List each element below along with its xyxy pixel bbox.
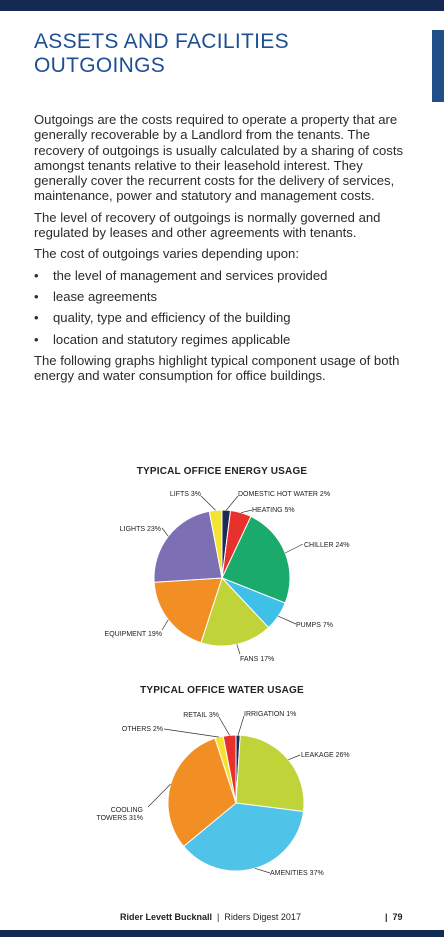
list-item [34, 289, 410, 304]
leader-line-domestic-hot-water [226, 496, 238, 510]
leader-line-retail [219, 717, 230, 735]
pie-label-pumps: PUMPS 7% [296, 622, 333, 629]
leader-line-chiller [285, 544, 303, 553]
list-item-text: lease agreements [53, 288, 158, 304]
footer-brand: Rider Levett Bucknall [120, 912, 213, 922]
pie-label-cooling-towers: COOLING [110, 807, 143, 814]
pie-label-chiller: CHILLER 24% [304, 542, 350, 549]
paragraph: The cost of outgoings varies depending upon: [34, 246, 299, 262]
body-text [34, 112, 410, 389]
footer-credit [120, 912, 301, 922]
pie-label-lights: LIGHTS 23% [119, 526, 161, 533]
bullet-glyph: • [34, 267, 39, 283]
leader-line-lights [162, 528, 168, 536]
list-item-text: quality, type and efficiency of the building [53, 310, 291, 326]
list-item [34, 268, 410, 283]
leader-line-amenities [255, 868, 270, 873]
top-bar [0, 0, 444, 11]
pie-label-leakage: LEAKAGE 26% [301, 752, 350, 759]
pie-label-amenities: AMENITIES 37% [270, 870, 324, 877]
page-number-block [385, 912, 403, 922]
water-chart-title: TYPICAL OFFICE WATER USAGE [140, 685, 304, 696]
pie-label-irrigation: IRRIGATION 1% [244, 711, 297, 718]
leader-line-cooling-towers [148, 784, 171, 807]
pie-label-retail: RETAIL 3% [183, 712, 219, 719]
bullet-list [34, 268, 410, 347]
list-item-text: the level of management and services provided [53, 267, 328, 283]
bullet-glyph: • [34, 288, 39, 304]
pie-slice-leakage [236, 735, 304, 811]
bullet-glyph: • [34, 310, 39, 326]
bottom-bar [0, 930, 444, 937]
list-item [34, 332, 410, 347]
leader-line-equipment [162, 620, 168, 630]
water-usage-pie-chart [0, 697, 444, 902]
page-separator: | [385, 912, 388, 922]
energy-usage-pie-chart [0, 478, 444, 678]
pie-label-fans: FANS 17% [240, 656, 275, 663]
paragraph: The following graphs highlight typical component usage of both energy and water consumption for office buildings. [34, 352, 400, 384]
footer-publication: Riders Digest 2017 [224, 912, 301, 922]
leader-line-others [164, 729, 219, 737]
list-item [34, 310, 410, 325]
pie-label-lifts: LIFTS 3% [169, 491, 201, 498]
leader-line-heating [241, 510, 252, 513]
page-number: 79 [392, 912, 403, 922]
leader-line-leakage [288, 755, 300, 760]
pie-label-equipment: EQUIPMENT 19% [104, 631, 162, 638]
energy-chart-title: TYPICAL OFFICE ENERGY USAGE [136, 466, 308, 477]
pie-label-heating: HEATING 5% [252, 507, 295, 514]
section-tab [432, 30, 444, 102]
leader-line-pumps [278, 616, 296, 624]
footer-separator: | [217, 912, 220, 922]
page-title: ASSETS AND FACILITIES OUTGOINGS [34, 30, 289, 77]
pie-label-domestic-hot-water: DOMESTIC HOT WATER 2% [238, 491, 331, 498]
leader-line-irrigation [238, 716, 244, 735]
leader-line-lifts [201, 496, 216, 510]
paragraph: Outgoings are the costs required to operate a property that are generally recoverable by a Landlord from the tenants. The recovery of outgoings is usually calculated by a sharing of costs amongst tenants relative to their leasehold interest. They generally cover the recurrent costs for the delivery of services, maintenance, power and statutory and management costs. [34, 112, 404, 204]
pie-label-others: OTHERS 2% [121, 726, 163, 733]
list-item-text: location and statutory regimes applicable [53, 331, 291, 347]
leader-line-fans [237, 644, 240, 654]
bullet-glyph: • [34, 331, 39, 347]
paragraph: The level of recovery of outgoings is normally governed and regulated by leases and other agreements with tenants. [34, 209, 381, 241]
pie-label-cooling-towers: TOWERS 31% [96, 815, 143, 822]
